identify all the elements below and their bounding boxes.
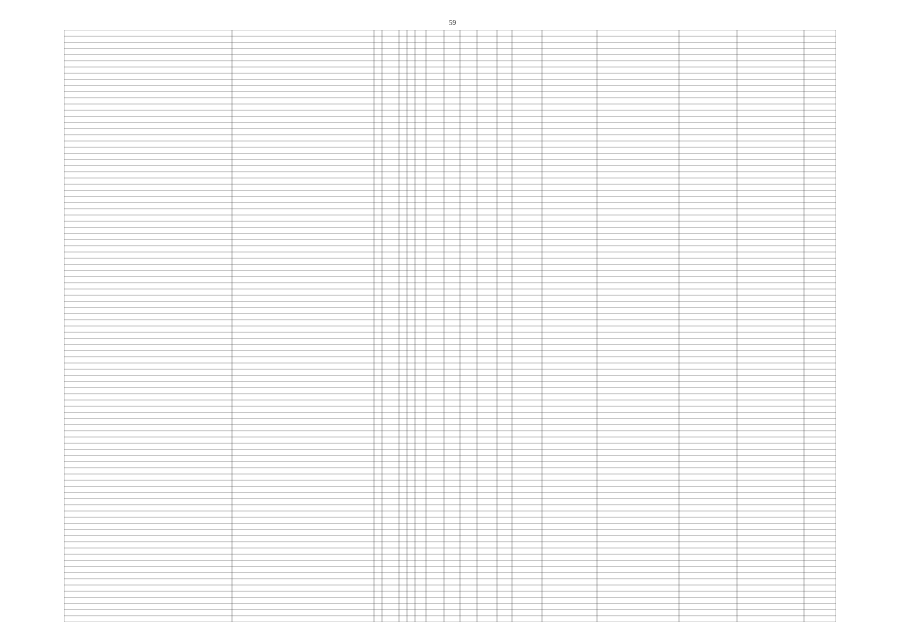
register-table <box>64 30 836 622</box>
table-grid <box>64 30 836 622</box>
page-number: 59 <box>449 19 456 27</box>
